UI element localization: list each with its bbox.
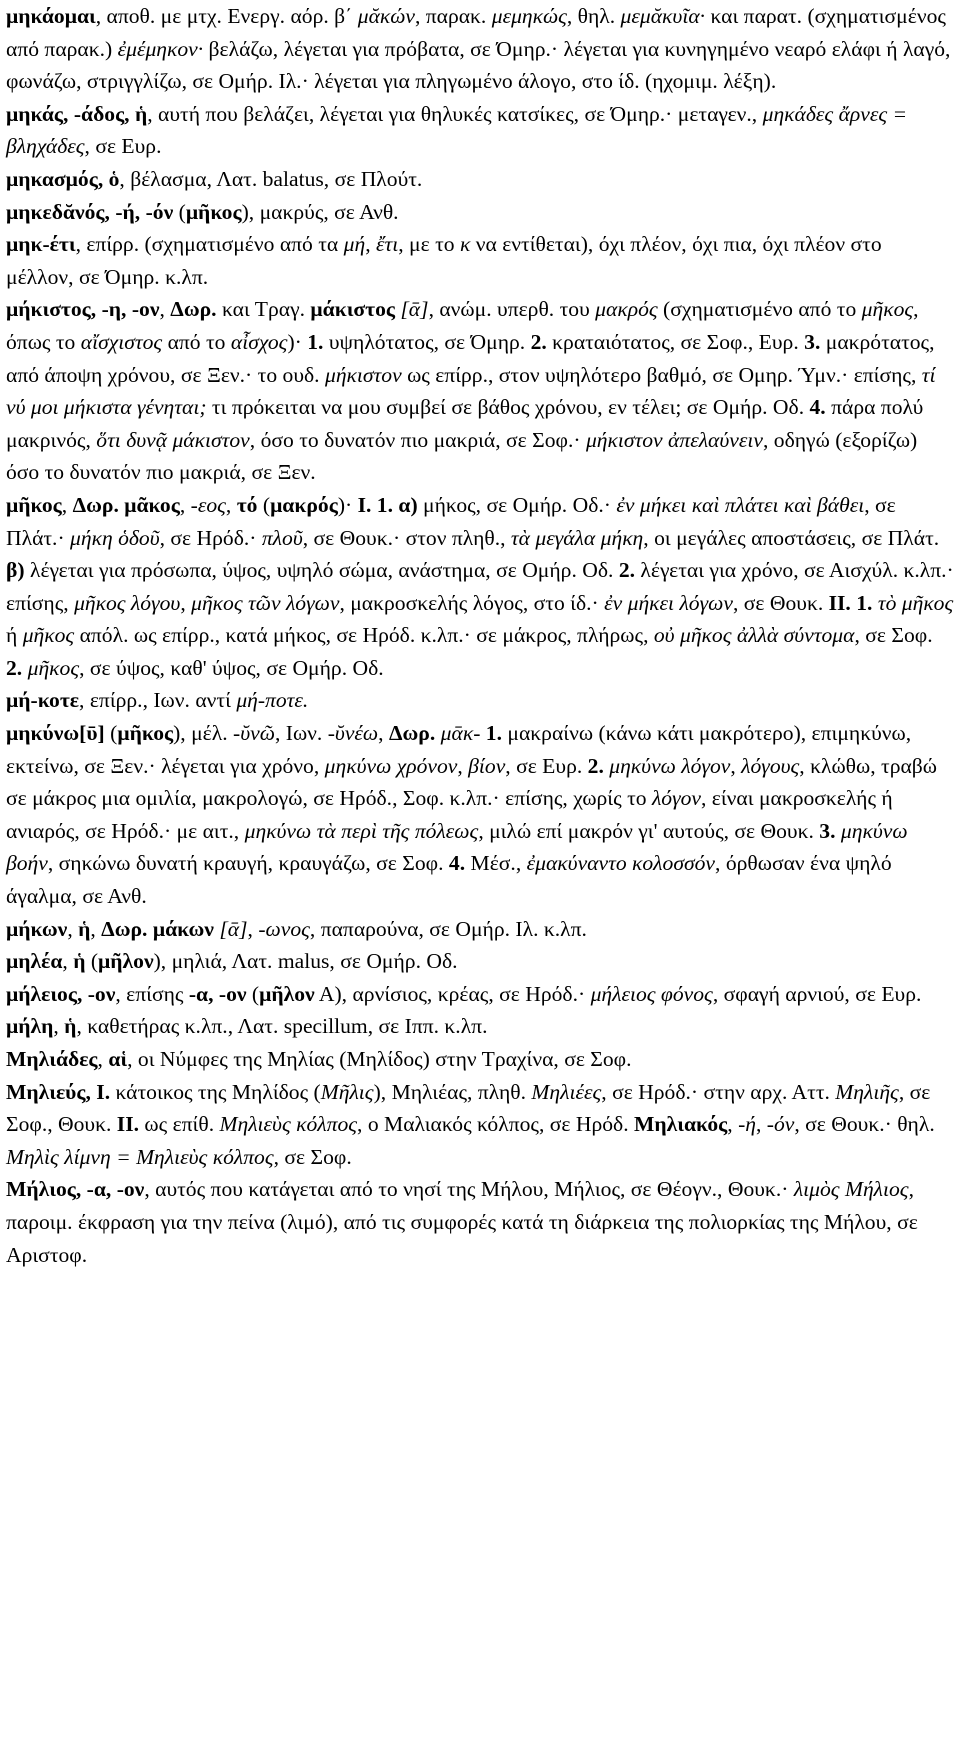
entry-text: , σε Θουκ.· στον πληθ., bbox=[302, 525, 511, 550]
entry-text: μηκύνω λόγον bbox=[609, 753, 731, 778]
entry-text: , είναι μακροσκελής ή ανιαρός, σε Ηρόδ.· με αιτ., bbox=[6, 786, 893, 843]
entry-text: μεμᾰκυῖα· bbox=[620, 4, 706, 28]
entry-headword: μηκ-έτι bbox=[6, 232, 76, 257]
dictionary-entry bbox=[6, 1010, 954, 1043]
entry-text: κραταιότατος, σε Σοφ., Ευρ. bbox=[546, 329, 805, 354]
entry-text: ( bbox=[173, 199, 186, 224]
entry-text: I. 1. α) bbox=[357, 492, 418, 517]
entry-text: Δωρ. bbox=[72, 492, 119, 517]
entry-text: , με το bbox=[398, 232, 460, 257]
dictionary-entry bbox=[6, 717, 954, 913]
entry-headword: Μηλιάδες bbox=[6, 1047, 98, 1071]
entry-headword: μηκασμός, ὁ bbox=[6, 166, 120, 191]
entry-text: ἐμακύναντο κολοσσόν bbox=[526, 851, 716, 876]
entry-text: μηκύνω τὰ περὶ τῆς πόλεως bbox=[244, 818, 479, 843]
entry-text: Μηλιῆς bbox=[835, 1079, 899, 1104]
entry-text: , οι Νύμφες της Μηλίας (Μηλίδος) στην Τραχίνα, σε Σοφ. bbox=[127, 1047, 632, 1071]
entry-text: , bbox=[179, 492, 191, 517]
entry-headword: μή-κοτε bbox=[6, 688, 80, 713]
entry-headword: μηκάομαι bbox=[6, 4, 96, 28]
entry-text: και Τραγ. bbox=[216, 297, 311, 322]
entry-text: ( bbox=[246, 981, 260, 1006]
entry-text: , σε Σοφ. bbox=[854, 623, 933, 648]
entry-headword: μηλέα bbox=[6, 949, 63, 974]
entry-text: υψηλότατος, σε Όμηρ. bbox=[323, 329, 531, 354]
entry-text: -ή bbox=[738, 1112, 756, 1137]
entry-text: μήκος, σε Ομήρ. Οδ.· bbox=[417, 492, 617, 517]
entry-text: )· bbox=[337, 492, 358, 517]
entry-text: , επίρρ. (σχηματισμένο από τα bbox=[75, 232, 344, 257]
entry-text: , οι μεγάλες αποστάσεις, σε Πλάτ. bbox=[643, 525, 940, 550]
entry-text: μηκύνω βοήν bbox=[6, 818, 908, 876]
entry-text: , σφαγή αρνιού, σε Ευρ. bbox=[712, 981, 922, 1006]
entry-text: -ωνος bbox=[258, 916, 310, 941]
entry-text: λέγεται για χρόνο, σε Αισχύλ. κ.λπ.· επίσης, bbox=[6, 558, 954, 615]
entry-headword: μήλη bbox=[6, 1014, 54, 1039]
entry-text: τί νύ μοι μήκιστα γένηται; bbox=[6, 362, 936, 420]
entry-text: , bbox=[755, 1112, 767, 1137]
entry-text: , Ιων. bbox=[274, 721, 328, 746]
entry-text: ( bbox=[104, 721, 118, 746]
entry-text: , σε Πλάτ.· bbox=[6, 492, 896, 550]
entry-text: , bbox=[247, 916, 259, 941]
entry-headword: μήλειος, -ον bbox=[6, 981, 116, 1006]
entry-text: , bbox=[225, 492, 237, 517]
entry-text: ή bbox=[6, 623, 23, 648]
entry-text: μᾱκ- bbox=[440, 721, 481, 746]
entry-text: μή bbox=[343, 232, 366, 257]
entry-text: και παρατ. (σχηματισμένος από παρακ.) bbox=[6, 4, 946, 61]
entry-text: , επίσης bbox=[115, 981, 189, 1006]
entry-text: ἡ bbox=[78, 916, 91, 941]
entry-text: ως επίθ. bbox=[139, 1112, 220, 1137]
entry-text: , bbox=[727, 1112, 739, 1137]
entry-text: λέγεται για πρόσωπα, ύψος, υψηλό σώμα, ανάστημα, σε Ομήρ. Οδ. bbox=[24, 558, 619, 583]
entry-text: Μηλὶς λίμνη = Μηλιεὺς κόλπος bbox=[6, 1144, 274, 1169]
entry-text: , bbox=[90, 916, 102, 941]
entry-text: ἔτι bbox=[375, 232, 399, 257]
entry-text: , μακροσκελής λόγος, στο ίδ.· bbox=[339, 590, 605, 615]
entry-text: Μηλιακός bbox=[634, 1112, 728, 1137]
entry-text: , παρακ. bbox=[414, 4, 492, 28]
entry-text: μάκων bbox=[152, 916, 214, 941]
entry-text: 2. bbox=[530, 329, 547, 354]
entry-text: ἐμέμηκον· bbox=[117, 36, 204, 61]
entry-text: , όρθωσαν ένα ψηλό άγαλμα, σε Ανθ. bbox=[6, 851, 892, 909]
entry-headword: μηκάς, -άδος, ἡ bbox=[6, 101, 148, 126]
entry-text: -εος bbox=[190, 492, 226, 517]
entry-text: , σηκώνω δυνατή κραυγή, κραυγάζω, σε Σοφ. bbox=[47, 851, 449, 876]
entry-text: , σε Σοφ., Θουκ. bbox=[6, 1079, 931, 1137]
entry-text: 4. bbox=[809, 395, 826, 420]
entry-headword: μήκιστος, -η, -ον bbox=[6, 297, 160, 322]
entry-text: μακρότατος, από άποψη χρόνου, σε Ξεν.· το ουδ. bbox=[6, 329, 935, 387]
entry-text: , bbox=[61, 492, 73, 517]
entry-text: 2. bbox=[587, 753, 604, 778]
entry-text: μῆκος bbox=[185, 199, 242, 224]
entry-text: μῆκος bbox=[22, 623, 75, 648]
entry-text: ), μέλ. bbox=[173, 721, 234, 746]
entry-text: , σε Θουκ.· θηλ. bbox=[794, 1112, 935, 1137]
entry-text: μῆλον bbox=[98, 949, 154, 974]
entry-text: , bbox=[62, 949, 74, 974]
entry-text: , αποθ. με μτχ. Ενεργ. αόρ. β΄ bbox=[95, 4, 358, 28]
entry-text: μακραίνω (κάνω κάτι μακρότερο), επιμηκύνω, εκτείνω, σε Ξεν.· λέγεται για χρόνο, bbox=[6, 721, 912, 778]
entry-text: μῆκος τῶν λόγων bbox=[191, 590, 340, 615]
entry-text: Δωρ. bbox=[101, 916, 148, 941]
entry-text: τό bbox=[236, 492, 258, 517]
entry-text: ), μακρύς, σε Ανθ. bbox=[241, 199, 399, 224]
entry-text: μακρός bbox=[595, 297, 658, 322]
entry-text: βελάζω, λέγεται για πρόβατα, σε Όμηρ.· λέγεται για κυνηγημένο νεαρό ελάφι ή λαγό, φωνάζω, στριγγλίζω, σε Ομήρ. Ιλ.· λέγεται για πληγωμένο άλογο, στο ίδ. (ηχομιμ. λέξη). bbox=[6, 36, 951, 94]
entry-text: , bbox=[159, 297, 171, 322]
entry-text: , ανώμ. υπερθ. του bbox=[428, 297, 596, 322]
entry-text: πλοῦ bbox=[261, 525, 303, 550]
entry-text: , αυτός που κατάγεται από το νησί της Μήλου, Μήλιος, σε Θέογν., Θουκ.· bbox=[144, 1177, 794, 1202]
entry-text: μῆκος bbox=[861, 297, 914, 322]
entry-text: , σε Σοφ. bbox=[273, 1144, 352, 1169]
entry-text: , επίρρ., Ιων. αντί bbox=[79, 688, 237, 713]
entry-text: 4. bbox=[448, 851, 466, 876]
dictionary-entry bbox=[6, 0, 954, 98]
entry-text: 1. bbox=[485, 721, 502, 746]
entry-text: , αυτή που βελάζει, λέγεται για θηλυκές κατσίκες, σε Όμηρ.· μεταγεν., bbox=[147, 101, 763, 126]
dictionary-entry bbox=[6, 228, 954, 293]
entry-text: κάτοικος της Μηλίδος ( bbox=[110, 1079, 321, 1104]
entry-text: μᾶκος bbox=[124, 492, 180, 517]
dictionary-entry bbox=[6, 163, 954, 196]
entry-text: λόγον bbox=[651, 786, 701, 811]
entry-text: απόλ. ως επίρρ., κατά μήκος, σε Ηρόδ. κ.λπ.· σε μάκρος, πλήρως, bbox=[74, 623, 654, 648]
entry-text: , καθετήρας κ.λπ., Λατ. specillum, σε Ιππ. κ.λπ. bbox=[76, 1014, 488, 1039]
entry-text: , bbox=[730, 753, 742, 778]
entry-headword: μηκεδᾰνός, -ή, -όν bbox=[6, 199, 174, 224]
entry-headword: Μηλιεύς, I. bbox=[6, 1079, 111, 1104]
entry-text: λιμὸς Μήλιος bbox=[793, 1177, 909, 1202]
entry-text: μάκιστος bbox=[310, 297, 395, 322]
entry-text: ἡ bbox=[64, 1014, 77, 1039]
entry-text: να εντίθεται), όχι πλέον, όχι πια, όχι πλέον στο μέλλον, σε Όμηρ. κ.λπ. bbox=[6, 232, 882, 289]
entry-text: μήκιστον bbox=[324, 362, 402, 387]
entry-text: βίον bbox=[468, 753, 506, 778]
entry-text: , οδηγώ (εξορίζω) όσο το δυνατόν πιο μακριά, σε Ξεν. bbox=[6, 427, 918, 485]
dictionary-entry bbox=[6, 684, 954, 717]
entry-text: ), Μηλιέας, πληθ. bbox=[373, 1079, 532, 1104]
entry-text: , bbox=[365, 232, 376, 257]
entry-text: , θηλ. bbox=[566, 4, 621, 28]
dictionary-entry bbox=[6, 1043, 954, 1076]
entry-text: , παπαρούνα, σε Ομήρ. Ιλ. κ.λπ. bbox=[309, 916, 587, 941]
entry-text: Μηλιεὺς κόλπος bbox=[219, 1112, 358, 1137]
entry-text: ὅτι δυνᾷ μάκιστον bbox=[96, 427, 250, 452]
entry-text: , bbox=[180, 590, 192, 615]
entry-text: μηκύνω χρόνον bbox=[324, 753, 458, 778]
entry-text: μῆκος λόγου bbox=[74, 590, 181, 615]
entry-text: ἐν μήκει λόγων bbox=[604, 590, 733, 615]
entry-text: 1. bbox=[307, 329, 324, 354]
entry-text: , bbox=[67, 916, 79, 941]
entry-text: αἶσχος bbox=[230, 329, 288, 354]
entry-text: μήκη ὁδοῦ bbox=[70, 525, 160, 550]
entry-text: Δωρ. bbox=[170, 297, 217, 322]
entry-text: μῆκος bbox=[27, 655, 80, 680]
entry-headword: μηκύνω[ῡ] bbox=[6, 721, 105, 746]
entry-text: τὰ μεγάλα μήκη bbox=[510, 525, 644, 550]
entry-text: μᾰκών bbox=[357, 4, 415, 28]
entry-text: , σε Ηρόδ.· στην αρχ. Αττ. bbox=[601, 1079, 836, 1104]
entry-text: ( bbox=[85, 949, 99, 974]
entry-text: ως επίρρ., στον υψηλότερο βαθμό, σε Ομηρ. Ύμν.· επίσης, bbox=[401, 362, 922, 387]
entry-text: [ᾱ] bbox=[219, 916, 248, 941]
entry-text: μῆλον bbox=[259, 981, 315, 1006]
entry-text: β) bbox=[6, 558, 25, 583]
entry-text: , μιλώ επί μακρόν γι' αυτούς, σε Θουκ. bbox=[478, 818, 820, 843]
entry-text: τι πρόκειται να μου συμβεί σε βάθος χρόνου, εν τέλει; σε Ομήρ. Οδ. bbox=[206, 395, 810, 420]
entry-text: ), μηλιά, Λατ. malus, σε Ομήρ. Οδ. bbox=[153, 949, 458, 974]
entry-text: μή-ποτε. bbox=[236, 688, 309, 713]
entry-text: 2. bbox=[618, 558, 636, 583]
entry-text: μήκιστον ἀπελαύνειν bbox=[585, 427, 763, 452]
entry-text: ἡ bbox=[73, 949, 86, 974]
entry-text: Μηλιέες bbox=[531, 1079, 602, 1104]
entry-text: ἐν μήκει καὶ πλάτει καὶ βάθει bbox=[616, 492, 865, 517]
entry-headword: μήκων bbox=[6, 916, 68, 941]
entry-text: λόγους bbox=[741, 753, 800, 778]
entry-text: 3. bbox=[804, 329, 821, 354]
entry-text: , κλώθω, τραβώ σε μάκρος μια ομιλία, μακρολογώ, σε Ηρόδ., Σοφ. κ.λπ.· επίσης, χωρίς το bbox=[6, 753, 937, 811]
entry-text: μηκάδες ἄρνες = βληχάδες bbox=[6, 101, 908, 159]
entry-text: , σε Ευρ. bbox=[84, 134, 162, 159]
entry-text: μακρός bbox=[270, 492, 338, 517]
entry-headword: Μήλιος, -α, -ον bbox=[6, 1177, 145, 1202]
entry-text: Δωρ. bbox=[388, 721, 436, 746]
entry-text: , ο Μαλιακός κόλπος, σε Ηρόδ. bbox=[357, 1112, 634, 1137]
entry-text: , bbox=[97, 1047, 109, 1071]
entry-text: αἴσχιστος bbox=[80, 329, 163, 354]
dictionary-entry bbox=[6, 293, 954, 489]
entry-text: , σε Ηρόδ.· bbox=[159, 525, 262, 550]
entry-text: , όπως το bbox=[6, 297, 919, 354]
dictionary-entry bbox=[6, 978, 954, 1011]
entry-text: 2. bbox=[6, 655, 23, 680]
dictionary-entry bbox=[6, 489, 954, 685]
dictionary-entry bbox=[6, 1076, 954, 1174]
entry-text: , σε Ευρ. bbox=[505, 753, 588, 778]
dictionary-entry bbox=[6, 945, 954, 978]
entry-text: (σχηματισμένο από το bbox=[657, 297, 862, 322]
entry-text: κ bbox=[459, 232, 471, 257]
entry-text: Μέσ., bbox=[465, 851, 527, 876]
entry-text: , bbox=[378, 721, 389, 746]
entry-text: αἱ bbox=[108, 1047, 128, 1071]
entry-text: Μῆλις bbox=[320, 1079, 374, 1104]
entry-text: , σε Θουκ. bbox=[732, 590, 829, 615]
entry-text: -ῠνέω bbox=[327, 721, 379, 746]
dictionary-entry bbox=[6, 913, 954, 946]
entry-text: , bbox=[53, 1014, 65, 1039]
dictionary-entry bbox=[6, 98, 954, 163]
entry-text: από το bbox=[162, 329, 231, 354]
dictionary-entry bbox=[6, 196, 954, 229]
entry-text: τὸ μῆκος bbox=[877, 590, 954, 615]
entry-text: Α), αρνίσιος, κρέας, σε Ηρόδ.· bbox=[314, 981, 591, 1006]
entry-text: -ῠνῶ bbox=[233, 721, 275, 746]
entry-text: μῆκος bbox=[117, 721, 174, 746]
entry-text: , βέλασμα, Λατ. balatus, σε Πλούτ. bbox=[119, 166, 423, 191]
entry-text: , παροιμ. έκφραση για την πείνα (λιμό), από τις συμφορές κατά τη διάρκεια της πολιορκίας της Μήλου, σε Αριστοφ. bbox=[6, 1177, 918, 1267]
entry-text: πάρα πολύ μακρινός, bbox=[6, 395, 924, 452]
entry-text: μεμηκώς bbox=[491, 4, 567, 28]
entry-text: )· bbox=[287, 329, 308, 354]
entry-text: -α, -ον bbox=[188, 981, 247, 1006]
entry-text: -όν bbox=[766, 1112, 795, 1137]
entry-text: , σε ύψος, καθ' ύψος, σε Ομήρ. Οδ. bbox=[79, 655, 384, 680]
entry-text: II. 1. bbox=[828, 590, 873, 615]
entry-text: [ᾱ] bbox=[400, 297, 429, 322]
entry-text: , όσο το δυνατόν πιο μακριά, σε Σοφ.· bbox=[249, 427, 586, 452]
dictionary-entry bbox=[6, 1173, 954, 1271]
entry-headword: μῆκος bbox=[6, 492, 62, 517]
entry-text: , bbox=[457, 753, 469, 778]
entry-text: 3. bbox=[819, 818, 836, 843]
entry-text: μήλειος φόνος bbox=[590, 981, 713, 1006]
entry-text: ( bbox=[257, 492, 271, 517]
entry-text: οὐ μῆκος ἀλλὰ σύντομα bbox=[653, 623, 855, 648]
entry-text: II. bbox=[116, 1112, 140, 1137]
